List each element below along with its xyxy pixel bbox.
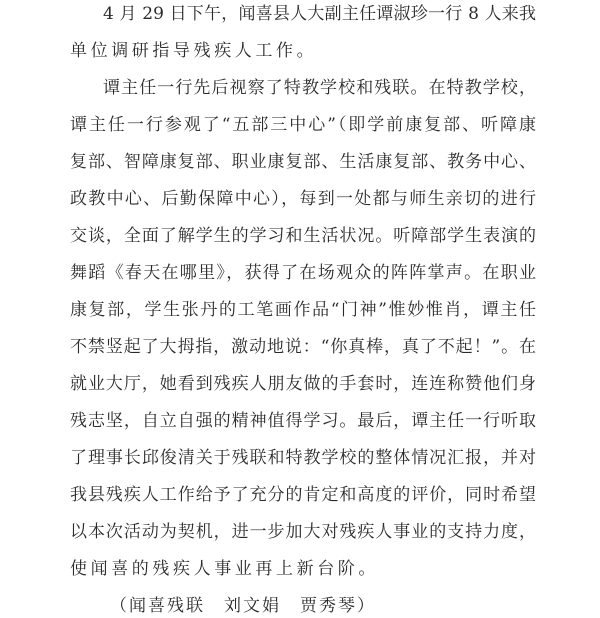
paragraph-2-line-10: 残志坚，自立自强的精神值得学习。最后，谭主任一行听取 [70,411,536,431]
paragraph-2-line-8: 不禁竖起了大拇指，激动地说：“你真棒，真了不起！”。在 [70,337,536,357]
paragraph-2-line-1: 谭主任一行先后视察了特教学校和残联。在特教学校， [103,78,536,98]
paragraph-2-line-4: 政教中心、后勤保障中心），每到一处都与师生亲切的进行 [70,189,536,209]
paragraph-2-line-9: 就业大厅，她看到残疾人朋友做的手套时，连连称赞他们身 [70,374,536,394]
paragraph-2-line-11: 了理事长邱俊清关于残联和特教学校的整体情况汇报，并对 [70,448,536,468]
paragraph-2-line-6: 舞蹈《春天在哪里》，获得了在场观众的阵阵掌声。在职业 [70,263,536,283]
paragraph-1-line-2: 单位调研指导残疾人工作。 [70,41,318,61]
paragraph-2-line-14: 使闻喜的残疾人事业再上新台阶。 [70,559,379,579]
paragraph-2-line-13: 以本次活动为契机，进一步加大对残疾人事业的支持力度， [70,522,536,542]
paragraph-1-line-1: 4 月 29 日下午，闻喜县人大副主任谭淑珍一行 8 人来我 [103,4,536,24]
paragraph-2-line-7: 康复部，学生张丹的工笔画作品“门神”惟妙惟肖，谭主任 [70,300,536,320]
paragraph-2-line-12: 我县残疾人工作给予了充分的肯定和高度的评价，同时希望 [70,485,536,505]
paragraph-2-line-5: 交谈，全面了解学生的学习和生活状况。听障部学生表演的 [70,226,536,246]
paragraph-2-line-2: 谭主任一行参观了“五部三中心”（即学前康复部、听障康 [70,115,536,135]
paragraph-2-line-3: 复部、智障康复部、职业康复部、生活康复部、教务中心、 [70,152,536,172]
signature: （闻喜残联 刘文娟 贾秀琴） [110,596,376,616]
